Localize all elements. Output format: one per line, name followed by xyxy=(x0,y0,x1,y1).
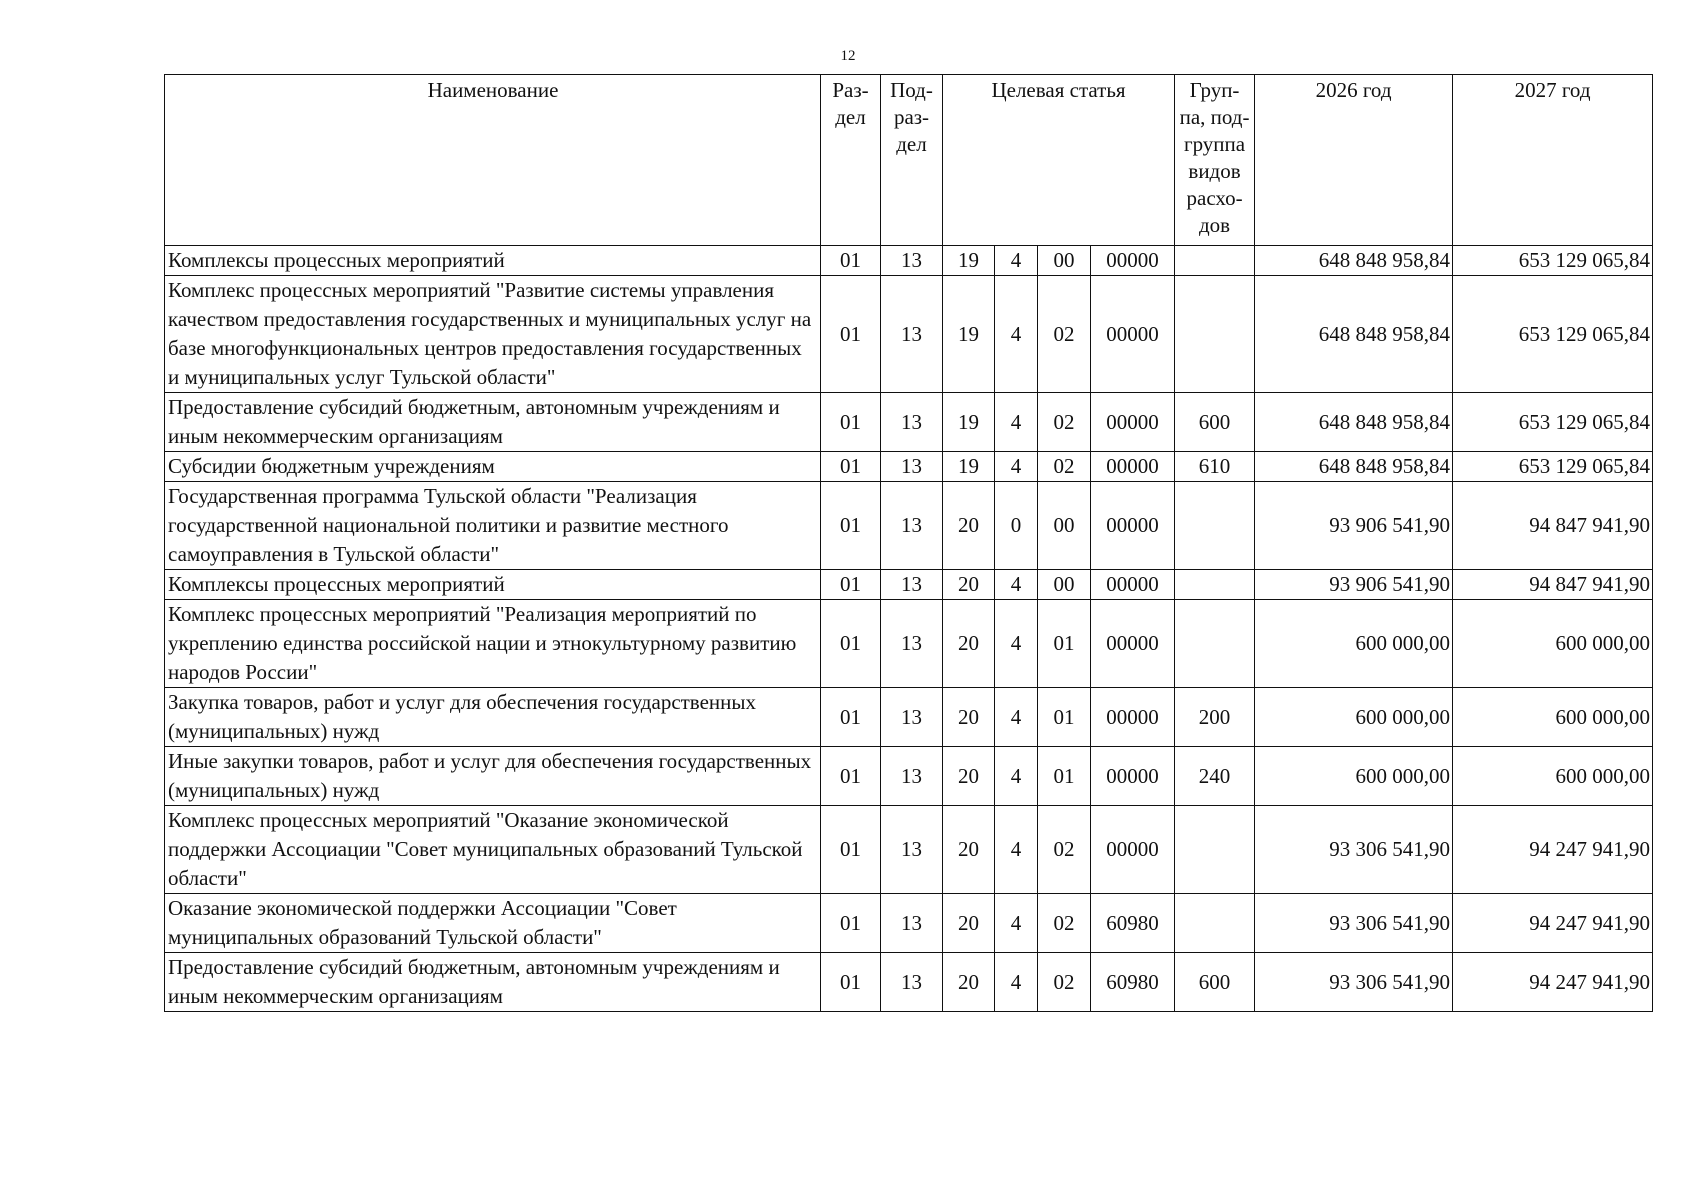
cell-target-structure: 01 xyxy=(1038,747,1091,806)
cell-target-structure: 02 xyxy=(1038,894,1091,953)
cell-amount-2026: 600 000,00 xyxy=(1255,688,1453,747)
cell-name: Комплексы процессных мероприятий xyxy=(165,246,821,276)
header-year-2026: 2026 год xyxy=(1255,75,1453,246)
cell-amount-2027: 600 000,00 xyxy=(1453,747,1653,806)
cell-target-type: 4 xyxy=(995,747,1038,806)
cell-subsection: 13 xyxy=(881,393,943,452)
cell-section: 01 xyxy=(821,806,881,894)
cell-target-structure: 02 xyxy=(1038,452,1091,482)
cell-target-structure: 02 xyxy=(1038,276,1091,393)
cell-section: 01 xyxy=(821,393,881,452)
cell-amount-2027: 653 129 065,84 xyxy=(1453,393,1653,452)
cell-section: 01 xyxy=(821,570,881,600)
header-target-article: Целевая статья xyxy=(943,75,1175,246)
cell-section: 01 xyxy=(821,953,881,1012)
header-year-2027: 2027 год xyxy=(1453,75,1653,246)
cell-amount-2026: 93 906 541,90 xyxy=(1255,570,1453,600)
cell-amount-2026: 93 906 541,90 xyxy=(1255,482,1453,570)
cell-expense-group: 600 xyxy=(1175,393,1255,452)
cell-target-program: 20 xyxy=(943,600,995,688)
cell-target-program: 20 xyxy=(943,953,995,1012)
cell-name: Комплекс процессных мероприятий "Оказание экономической поддержки Ассоциации "Совет муниципальных образований Тульской области" xyxy=(165,806,821,894)
cell-target-type: 0 xyxy=(995,482,1038,570)
cell-target-program: 19 xyxy=(943,246,995,276)
table-row xyxy=(165,393,1653,452)
cell-target-direction: 60980 xyxy=(1091,894,1175,953)
cell-target-structure: 02 xyxy=(1038,953,1091,1012)
cell-target-direction: 00000 xyxy=(1091,482,1175,570)
cell-target-type: 4 xyxy=(995,806,1038,894)
header-subsection: Под- раз- дел xyxy=(881,75,943,246)
table-row xyxy=(165,246,1653,276)
cell-amount-2027: 600 000,00 xyxy=(1453,688,1653,747)
cell-amount-2027: 600 000,00 xyxy=(1453,600,1653,688)
cell-name: Закупка товаров, работ и услуг для обеспечения государственных (муниципальных) нужд xyxy=(165,688,821,747)
table-row xyxy=(165,747,1653,806)
cell-subsection: 13 xyxy=(881,806,943,894)
cell-amount-2027: 653 129 065,84 xyxy=(1453,452,1653,482)
cell-amount-2027: 94 847 941,90 xyxy=(1453,482,1653,570)
cell-name: Комплекс процессных мероприятий "Реализация мероприятий по укреплению единства российской нации и этнокультурному развитию народов России" xyxy=(165,600,821,688)
cell-target-direction: 00000 xyxy=(1091,747,1175,806)
cell-expense-group xyxy=(1175,894,1255,953)
cell-expense-group: 200 xyxy=(1175,688,1255,747)
cell-expense-group: 610 xyxy=(1175,452,1255,482)
cell-name: Оказание экономической поддержки Ассоциации "Совет муниципальных образований Тульской области" xyxy=(165,894,821,953)
header-name: Наименование xyxy=(165,75,821,246)
cell-target-structure: 02 xyxy=(1038,393,1091,452)
cell-subsection: 13 xyxy=(881,482,943,570)
table-row xyxy=(165,276,1653,393)
cell-section: 01 xyxy=(821,894,881,953)
table-row xyxy=(165,452,1653,482)
cell-target-type: 4 xyxy=(995,894,1038,953)
table-row xyxy=(165,894,1653,953)
cell-target-program: 20 xyxy=(943,806,995,894)
cell-amount-2027: 653 129 065,84 xyxy=(1453,276,1653,393)
cell-target-program: 19 xyxy=(943,393,995,452)
cell-target-structure: 00 xyxy=(1038,246,1091,276)
table-header-row xyxy=(165,75,1653,246)
cell-amount-2027: 653 129 065,84 xyxy=(1453,246,1653,276)
cell-expense-group: 240 xyxy=(1175,747,1255,806)
cell-target-direction: 00000 xyxy=(1091,276,1175,393)
cell-target-program: 20 xyxy=(943,688,995,747)
cell-amount-2027: 94 247 941,90 xyxy=(1453,894,1653,953)
cell-name: Предоставление субсидий бюджетным, автономным учреждениям и иным некоммерческим организациям xyxy=(165,953,821,1012)
cell-target-program: 20 xyxy=(943,570,995,600)
table-body xyxy=(165,246,1653,1012)
cell-name: Комплекс процессных мероприятий "Развитие системы управления качеством предоставления государственных и муниципальных услуг на базе многофункциональных центров предоставления государственных и муниципальных услуг Тульской области" xyxy=(165,276,821,393)
cell-target-direction: 00000 xyxy=(1091,246,1175,276)
cell-target-type: 4 xyxy=(995,688,1038,747)
cell-target-type: 4 xyxy=(995,600,1038,688)
cell-target-structure: 02 xyxy=(1038,806,1091,894)
table-row xyxy=(165,953,1653,1012)
cell-name: Иные закупки товаров, работ и услуг для обеспечения государственных (муниципальных) нужд xyxy=(165,747,821,806)
cell-section: 01 xyxy=(821,688,881,747)
cell-amount-2026: 648 848 958,84 xyxy=(1255,393,1453,452)
cell-expense-group xyxy=(1175,276,1255,393)
cell-amount-2026: 648 848 958,84 xyxy=(1255,276,1453,393)
cell-target-structure: 01 xyxy=(1038,688,1091,747)
cell-section: 01 xyxy=(821,600,881,688)
cell-target-program: 19 xyxy=(943,276,995,393)
cell-subsection: 13 xyxy=(881,953,943,1012)
cell-expense-group xyxy=(1175,806,1255,894)
cell-target-direction: 00000 xyxy=(1091,806,1175,894)
cell-amount-2026: 600 000,00 xyxy=(1255,747,1453,806)
cell-subsection: 13 xyxy=(881,570,943,600)
header-section: Раз- дел xyxy=(821,75,881,246)
cell-target-direction: 00000 xyxy=(1091,570,1175,600)
cell-target-direction: 60980 xyxy=(1091,953,1175,1012)
header-expense-group: Груп- па, под- группа видов расхо- дов xyxy=(1175,75,1255,246)
cell-name: Государственная программа Тульской области "Реализация государственной национальной политики и развитие местного самоуправления в Тульской области" xyxy=(165,482,821,570)
cell-subsection: 13 xyxy=(881,600,943,688)
cell-name: Комплексы процессных мероприятий xyxy=(165,570,821,600)
cell-amount-2026: 648 848 958,84 xyxy=(1255,452,1453,482)
cell-subsection: 13 xyxy=(881,246,943,276)
budget-table xyxy=(164,74,1653,1012)
cell-amount-2027: 94 247 941,90 xyxy=(1453,806,1653,894)
cell-target-direction: 00000 xyxy=(1091,393,1175,452)
cell-expense-group xyxy=(1175,600,1255,688)
table-row xyxy=(165,482,1653,570)
cell-target-type: 4 xyxy=(995,570,1038,600)
cell-target-direction: 00000 xyxy=(1091,452,1175,482)
cell-section: 01 xyxy=(821,747,881,806)
cell-expense-group: 600 xyxy=(1175,953,1255,1012)
cell-target-structure: 00 xyxy=(1038,570,1091,600)
cell-subsection: 13 xyxy=(881,747,943,806)
cell-target-program: 20 xyxy=(943,482,995,570)
table-row xyxy=(165,806,1653,894)
cell-target-type: 4 xyxy=(995,953,1038,1012)
cell-target-program: 19 xyxy=(943,452,995,482)
cell-amount-2027: 94 247 941,90 xyxy=(1453,953,1653,1012)
cell-amount-2026: 93 306 541,90 xyxy=(1255,894,1453,953)
cell-target-type: 4 xyxy=(995,246,1038,276)
cell-target-direction: 00000 xyxy=(1091,688,1175,747)
cell-amount-2027: 94 847 941,90 xyxy=(1453,570,1653,600)
cell-target-type: 4 xyxy=(995,276,1038,393)
cell-amount-2026: 648 848 958,84 xyxy=(1255,246,1453,276)
cell-subsection: 13 xyxy=(881,276,943,393)
cell-expense-group xyxy=(1175,570,1255,600)
table-row xyxy=(165,570,1653,600)
cell-expense-group xyxy=(1175,246,1255,276)
cell-target-direction: 00000 xyxy=(1091,600,1175,688)
table-row xyxy=(165,600,1653,688)
cell-target-program: 20 xyxy=(943,894,995,953)
cell-target-type: 4 xyxy=(995,393,1038,452)
cell-subsection: 13 xyxy=(881,688,943,747)
cell-name: Субсидии бюджетным учреждениям xyxy=(165,452,821,482)
cell-name: Предоставление субсидий бюджетным, автономным учреждениям и иным некоммерческим организациям xyxy=(165,393,821,452)
cell-target-structure: 01 xyxy=(1038,600,1091,688)
cell-subsection: 13 xyxy=(881,452,943,482)
cell-target-structure: 00 xyxy=(1038,482,1091,570)
cell-section: 01 xyxy=(821,276,881,393)
cell-section: 01 xyxy=(821,482,881,570)
cell-target-type: 4 xyxy=(995,452,1038,482)
cell-target-program: 20 xyxy=(943,747,995,806)
cell-amount-2026: 93 306 541,90 xyxy=(1255,806,1453,894)
cell-section: 01 xyxy=(821,452,881,482)
cell-amount-2026: 93 306 541,90 xyxy=(1255,953,1453,1012)
cell-section: 01 xyxy=(821,246,881,276)
page-number: 12 xyxy=(840,48,856,64)
table-row xyxy=(165,688,1653,747)
cell-amount-2026: 600 000,00 xyxy=(1255,600,1453,688)
cell-subsection: 13 xyxy=(881,894,943,953)
cell-expense-group xyxy=(1175,482,1255,570)
